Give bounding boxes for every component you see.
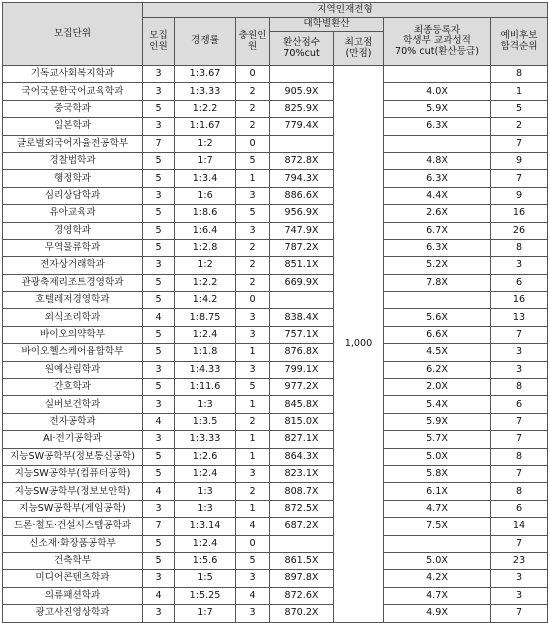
cell-extra: 0 bbox=[236, 135, 270, 152]
cell-unit: 관광축제리조트경영학과 bbox=[3, 274, 143, 291]
cell-unit: 지능SW공학부(정보보안학) bbox=[3, 483, 143, 500]
cell-ratio: 1:2.4 bbox=[175, 326, 236, 343]
cell-quota: 4 bbox=[143, 309, 175, 326]
cell-ratio: 1:3.67 bbox=[175, 66, 236, 83]
cell-unit: 드론·철도·건설시스템공학과 bbox=[3, 518, 143, 535]
table-row bbox=[3, 344, 548, 361]
cell-final-grade: 7.8X bbox=[384, 274, 491, 291]
cell-conv-score: 838.4X bbox=[270, 309, 334, 326]
cell-extra: 0 bbox=[236, 66, 270, 83]
cell-unit: 외식조리학과 bbox=[3, 309, 143, 326]
cell-waitlist: 13 bbox=[491, 309, 548, 326]
table-row bbox=[3, 500, 548, 517]
cell-ratio: 1:3 bbox=[175, 500, 236, 517]
cell-unit: 기독교사회복지학과 bbox=[3, 66, 143, 83]
cell-extra: 2 bbox=[236, 413, 270, 430]
cell-extra: 5 bbox=[236, 379, 270, 396]
cell-final-grade: 2.6X bbox=[384, 205, 491, 222]
cell-quota: 5 bbox=[143, 326, 175, 343]
cell-final-grade: 5.7X bbox=[384, 431, 491, 448]
cell-waitlist: 8 bbox=[491, 239, 548, 256]
cell-waitlist: 26 bbox=[491, 222, 548, 239]
table-row bbox=[3, 605, 548, 622]
cell-quota: 5 bbox=[143, 170, 175, 187]
cell-final-grade: 4.8X bbox=[384, 152, 491, 169]
cell-final-grade: 6.1X bbox=[384, 483, 491, 500]
header-ratio: 경쟁률 bbox=[175, 18, 236, 66]
cell-conv-score: 827.1X bbox=[270, 431, 334, 448]
cell-quota: 3 bbox=[143, 361, 175, 378]
cell-quota: 3 bbox=[143, 187, 175, 204]
cell-final-grade bbox=[384, 535, 491, 552]
cell-conv-score: 861.5X bbox=[270, 552, 334, 569]
cell-conv-score bbox=[270, 292, 334, 309]
cell-quota: 5 bbox=[143, 379, 175, 396]
cell-final-grade bbox=[384, 66, 491, 83]
cell-waitlist: 14 bbox=[491, 518, 548, 535]
cell-final-grade: 5.9X bbox=[384, 413, 491, 430]
cell-waitlist: 3 bbox=[491, 570, 548, 587]
cell-waitlist: 7 bbox=[491, 413, 548, 430]
table-row bbox=[3, 552, 548, 569]
cell-waitlist: 8 bbox=[491, 448, 548, 465]
cell-conv-score: 851.1X bbox=[270, 257, 334, 274]
cell-conv-score: 876.8X bbox=[270, 344, 334, 361]
cell-quota: 4 bbox=[143, 413, 175, 430]
cell-unit: 실버보건학과 bbox=[3, 396, 143, 413]
cell-extra: 1 bbox=[236, 344, 270, 361]
cell-extra: 3 bbox=[236, 222, 270, 239]
cell-quota: 3 bbox=[143, 66, 175, 83]
cell-quota: 7 bbox=[143, 518, 175, 535]
cell-waitlist: 1 bbox=[491, 83, 548, 100]
cell-final-grade: 5.9X bbox=[384, 100, 491, 117]
cell-quota: 5 bbox=[143, 152, 175, 169]
cell-quota: 7 bbox=[143, 135, 175, 152]
table-row bbox=[3, 152, 548, 169]
cell-quota: 3 bbox=[143, 570, 175, 587]
cell-extra: 1 bbox=[236, 396, 270, 413]
cell-unit: 신소재·화장품공학부 bbox=[3, 535, 143, 552]
cell-extra: 3 bbox=[236, 570, 270, 587]
table-row bbox=[3, 465, 548, 482]
cell-ratio: 1:3.4 bbox=[175, 170, 236, 187]
cell-extra: 5 bbox=[236, 152, 270, 169]
cell-waitlist: 6 bbox=[491, 396, 548, 413]
cell-extra: 5 bbox=[236, 552, 270, 569]
cell-extra: 0 bbox=[236, 535, 270, 552]
cell-waitlist: 2 bbox=[491, 118, 548, 135]
cell-extra: 1 bbox=[236, 500, 270, 517]
cell-quota: 5 bbox=[143, 100, 175, 117]
cell-conv-score: 787.2X bbox=[270, 239, 334, 256]
table-row bbox=[3, 326, 548, 343]
cell-ratio: 1:3.33 bbox=[175, 83, 236, 100]
table-row bbox=[3, 222, 548, 239]
cell-unit: 경영학과 bbox=[3, 222, 143, 239]
cell-waitlist: 7 bbox=[491, 431, 548, 448]
header-final-grade: 최종등록자 학생부 교과성적 70% cut(환산등급) bbox=[384, 18, 491, 66]
cell-waitlist: 7 bbox=[491, 326, 548, 343]
cell-quota: 5 bbox=[143, 465, 175, 482]
cell-unit: 미디어콘텐츠학과 bbox=[3, 570, 143, 587]
cell-waitlist: 7 bbox=[491, 170, 548, 187]
cell-unit: 행정학과 bbox=[3, 170, 143, 187]
cell-ratio: 1:2.2 bbox=[175, 274, 236, 291]
header-unit: 모집단위 bbox=[3, 3, 143, 66]
cell-conv-score: 864.3X bbox=[270, 448, 334, 465]
cell-extra: 3 bbox=[236, 605, 270, 622]
cell-extra: 4 bbox=[236, 587, 270, 604]
cell-final-grade: 5.2X bbox=[384, 257, 491, 274]
cell-waitlist: 7 bbox=[491, 605, 548, 622]
cell-extra: 2 bbox=[236, 274, 270, 291]
cell-quota: 3 bbox=[143, 605, 175, 622]
table-row bbox=[3, 448, 548, 465]
cell-final-grade: 5.0X bbox=[384, 448, 491, 465]
cell-final-grade: 5.0X bbox=[384, 552, 491, 569]
table-row bbox=[3, 257, 548, 274]
cell-final-grade: 4.5X bbox=[384, 344, 491, 361]
cell-waitlist: 6 bbox=[491, 274, 548, 291]
cell-conv-score: 845.8X bbox=[270, 396, 334, 413]
table-row bbox=[3, 587, 548, 604]
table-row bbox=[3, 135, 548, 152]
admission-results-table bbox=[2, 2, 548, 623]
cell-ratio: 1:2.4 bbox=[175, 535, 236, 552]
cell-conv-score: 956.9X bbox=[270, 205, 334, 222]
cell-unit: 글로벌외국어자율전공학부 bbox=[3, 135, 143, 152]
cell-conv-score: 799.1X bbox=[270, 361, 334, 378]
table-row bbox=[3, 379, 548, 396]
cell-unit: 호텔레저경영학과 bbox=[3, 292, 143, 309]
cell-final-grade: 4.2X bbox=[384, 570, 491, 587]
cell-conv-score: 872.8X bbox=[270, 152, 334, 169]
cell-final-grade: 6.3X bbox=[384, 118, 491, 135]
cell-waitlist: 8 bbox=[491, 483, 548, 500]
cell-conv-score bbox=[270, 66, 334, 83]
cell-ratio: 1:3 bbox=[175, 396, 236, 413]
table-row bbox=[3, 413, 548, 430]
cell-unit: 경찰법학과 bbox=[3, 152, 143, 169]
cell-quota: 3 bbox=[143, 118, 175, 135]
cell-unit: 일본학과 bbox=[3, 118, 143, 135]
header-univ-conv: 대학별환산 bbox=[270, 18, 384, 32]
cell-quota: 5 bbox=[143, 239, 175, 256]
cell-conv-score: 757.1X bbox=[270, 326, 334, 343]
cell-extra: 4 bbox=[236, 518, 270, 535]
cell-waitlist: 8 bbox=[491, 379, 548, 396]
cell-ratio: 1:1.67 bbox=[175, 118, 236, 135]
cell-final-grade: 7.5X bbox=[384, 518, 491, 535]
cell-unit: 심리상담학과 bbox=[3, 187, 143, 204]
cell-unit: 전자공학과 bbox=[3, 413, 143, 430]
cell-unit: 광고사진영상학과 bbox=[3, 605, 143, 622]
cell-final-grade: 6.7X bbox=[384, 222, 491, 239]
cell-ratio: 1:2.4 bbox=[175, 465, 236, 482]
cell-final-grade: 4.4X bbox=[384, 187, 491, 204]
cell-extra: 3 bbox=[236, 465, 270, 482]
cell-final-grade: 6.6X bbox=[384, 326, 491, 343]
header-waitlist: 예비후보 합격순위 bbox=[491, 18, 548, 66]
cell-ratio: 1:3.33 bbox=[175, 431, 236, 448]
cell-extra: 3 bbox=[236, 187, 270, 204]
cell-quota: 5 bbox=[143, 535, 175, 552]
cell-final-grade: 5.6X bbox=[384, 309, 491, 326]
header-quota: 모집 인원 bbox=[143, 18, 175, 66]
cell-unit: AI·전기공학과 bbox=[3, 431, 143, 448]
cell-ratio: 1:2.8 bbox=[175, 239, 236, 256]
cell-quota: 3 bbox=[143, 257, 175, 274]
cell-extra: 3 bbox=[236, 326, 270, 343]
cell-waitlist: 8 bbox=[491, 66, 548, 83]
cell-conv-score: 815.0X bbox=[270, 413, 334, 430]
table-row bbox=[3, 66, 548, 83]
cell-quota: 5 bbox=[143, 222, 175, 239]
cell-conv-score: 872.5X bbox=[270, 500, 334, 517]
table-row bbox=[3, 187, 548, 204]
cell-final-grade: 4.7X bbox=[384, 500, 491, 517]
table-row bbox=[3, 535, 548, 552]
cell-ratio: 1:7 bbox=[175, 152, 236, 169]
cell-conv-score: 897.8X bbox=[270, 570, 334, 587]
cell-extra: 5 bbox=[236, 205, 270, 222]
cell-conv-score: 808.7X bbox=[270, 483, 334, 500]
cell-ratio: 1:3.14 bbox=[175, 518, 236, 535]
cell-extra: 2 bbox=[236, 239, 270, 256]
cell-unit: 의류패션학과 bbox=[3, 587, 143, 604]
cell-ratio: 1:8.6 bbox=[175, 205, 236, 222]
cell-final-grade: 4.0X bbox=[384, 83, 491, 100]
cell-conv-score: 905.9X bbox=[270, 83, 334, 100]
cell-waitlist: 9 bbox=[491, 187, 548, 204]
cell-conv-score bbox=[270, 535, 334, 552]
cell-quota: 5 bbox=[143, 205, 175, 222]
cell-quota: 3 bbox=[143, 396, 175, 413]
cell-final-grade bbox=[384, 135, 491, 152]
cell-ratio: 1:7 bbox=[175, 605, 236, 622]
cell-ratio: 1:6.4 bbox=[175, 222, 236, 239]
cell-extra: 3 bbox=[236, 361, 270, 378]
cell-final-grade: 4.7X bbox=[384, 587, 491, 604]
table-row bbox=[3, 309, 548, 326]
cell-unit: 건축학부 bbox=[3, 552, 143, 569]
cell-extra: 2 bbox=[236, 83, 270, 100]
cell-waitlist: 23 bbox=[491, 552, 548, 569]
cell-extra: 1 bbox=[236, 170, 270, 187]
cell-waitlist: 7 bbox=[491, 535, 548, 552]
cell-unit: 중국학과 bbox=[3, 100, 143, 117]
cell-waitlist: 16 bbox=[491, 205, 548, 222]
cell-conv-score: 823.1X bbox=[270, 465, 334, 482]
cell-extra: 1 bbox=[236, 448, 270, 465]
cell-ratio: 1:6 bbox=[175, 187, 236, 204]
cell-ratio: 1:2.2 bbox=[175, 100, 236, 117]
cell-quota: 4 bbox=[143, 483, 175, 500]
cell-ratio: 1:3 bbox=[175, 483, 236, 500]
cell-quota: 3 bbox=[143, 431, 175, 448]
cell-unit: 바이오의약학부 bbox=[3, 326, 143, 343]
cell-final-grade: 6.2X bbox=[384, 361, 491, 378]
cell-ratio: 1:5.6 bbox=[175, 552, 236, 569]
cell-quota: 5 bbox=[143, 344, 175, 361]
cell-final-grade: 2.0X bbox=[384, 379, 491, 396]
cell-unit: 원예산림학과 bbox=[3, 361, 143, 378]
cell-waitlist: 3 bbox=[491, 344, 548, 361]
cell-unit: 지능SW공학부(정보통신공학) bbox=[3, 448, 143, 465]
cell-unit: 무역물류학과 bbox=[3, 239, 143, 256]
cell-conv-score: 977.2X bbox=[270, 379, 334, 396]
header-region-type: 지역인재전형 bbox=[143, 3, 548, 18]
table-body bbox=[3, 66, 548, 623]
cell-waitlist: 3 bbox=[491, 257, 548, 274]
cell-ratio: 1:2 bbox=[175, 257, 236, 274]
table-row bbox=[3, 239, 548, 256]
cell-ratio: 1:2 bbox=[175, 135, 236, 152]
cell-extra: 1 bbox=[236, 431, 270, 448]
cell-conv-score: 794.3X bbox=[270, 170, 334, 187]
cell-max-score: 1,000 bbox=[334, 66, 384, 623]
cell-extra: 2 bbox=[236, 483, 270, 500]
table-row bbox=[3, 483, 548, 500]
cell-conv-score: 747.9X bbox=[270, 222, 334, 239]
header-extra: 충원인 원 bbox=[236, 18, 270, 66]
cell-extra: 2 bbox=[236, 100, 270, 117]
cell-ratio: 1:1.8 bbox=[175, 344, 236, 361]
cell-waitlist: 16 bbox=[491, 292, 548, 309]
cell-waitlist: 9 bbox=[491, 152, 548, 169]
cell-quota: 4 bbox=[143, 587, 175, 604]
table-row bbox=[3, 570, 548, 587]
table-row bbox=[3, 83, 548, 100]
cell-extra: 3 bbox=[236, 309, 270, 326]
cell-ratio: 1:5.25 bbox=[175, 587, 236, 604]
cell-final-grade: 6.3X bbox=[384, 170, 491, 187]
cell-conv-score bbox=[270, 135, 334, 152]
cell-final-grade: 6.3X bbox=[384, 239, 491, 256]
cell-ratio: 1:5 bbox=[175, 570, 236, 587]
cell-conv-score: 872.6X bbox=[270, 587, 334, 604]
cell-ratio: 1:8.75 bbox=[175, 309, 236, 326]
cell-ratio: 1:3.5 bbox=[175, 413, 236, 430]
cell-unit: 간호학과 bbox=[3, 379, 143, 396]
cell-waitlist: 7 bbox=[491, 465, 548, 482]
table-row bbox=[3, 205, 548, 222]
cell-unit: 국어국문한국어교육학과 bbox=[3, 83, 143, 100]
table-row bbox=[3, 170, 548, 187]
cell-conv-score: 825.9X bbox=[270, 100, 334, 117]
table-row bbox=[3, 274, 548, 291]
cell-ratio: 1:11.6 bbox=[175, 379, 236, 396]
cell-extra: 2 bbox=[236, 118, 270, 135]
cell-quota: 5 bbox=[143, 292, 175, 309]
cell-quota: 5 bbox=[143, 448, 175, 465]
cell-ratio: 1:4.2 bbox=[175, 292, 236, 309]
cell-conv-score: 779.4X bbox=[270, 118, 334, 135]
cell-conv-score: 669.9X bbox=[270, 274, 334, 291]
cell-unit: 바이오헬스케어융합학부 bbox=[3, 344, 143, 361]
table-row bbox=[3, 292, 548, 309]
cell-waitlist: 5 bbox=[491, 100, 548, 117]
cell-final-grade: 5.4X bbox=[384, 396, 491, 413]
cell-quota: 3 bbox=[143, 500, 175, 517]
cell-final-grade bbox=[384, 292, 491, 309]
cell-waitlist: 6 bbox=[491, 500, 548, 517]
cell-extra: 0 bbox=[236, 292, 270, 309]
cell-unit: 지능SW공학부(게임공학) bbox=[3, 500, 143, 517]
cell-ratio: 1:4.33 bbox=[175, 361, 236, 378]
table-row bbox=[3, 100, 548, 117]
cell-waitlist: 7 bbox=[491, 135, 548, 152]
cell-quota: 3 bbox=[143, 83, 175, 100]
cell-unit: 유아교육과 bbox=[3, 205, 143, 222]
cell-final-grade: 5.8X bbox=[384, 465, 491, 482]
header-conv-score: 환산점수 70%cut bbox=[270, 32, 334, 66]
cell-waitlist: 3 bbox=[491, 587, 548, 604]
cell-ratio: 1:2.6 bbox=[175, 448, 236, 465]
cell-final-grade: 4.9X bbox=[384, 605, 491, 622]
cell-quota: 5 bbox=[143, 274, 175, 291]
cell-unit: 지능SW공학부(컴퓨터공학) bbox=[3, 465, 143, 482]
header-max-score: 최고점 (만점) bbox=[334, 32, 384, 66]
cell-conv-score: 870.2X bbox=[270, 605, 334, 622]
cell-conv-score: 687.2X bbox=[270, 518, 334, 535]
cell-extra: 2 bbox=[236, 257, 270, 274]
table-row bbox=[3, 361, 548, 378]
cell-conv-score: 886.6X bbox=[270, 187, 334, 204]
table-row bbox=[3, 396, 548, 413]
cell-quota: 5 bbox=[143, 552, 175, 569]
cell-unit: 전자상거래학과 bbox=[3, 257, 143, 274]
table-row bbox=[3, 518, 548, 535]
table-row bbox=[3, 431, 548, 448]
table-row bbox=[3, 118, 548, 135]
cell-waitlist: 3 bbox=[491, 361, 548, 378]
